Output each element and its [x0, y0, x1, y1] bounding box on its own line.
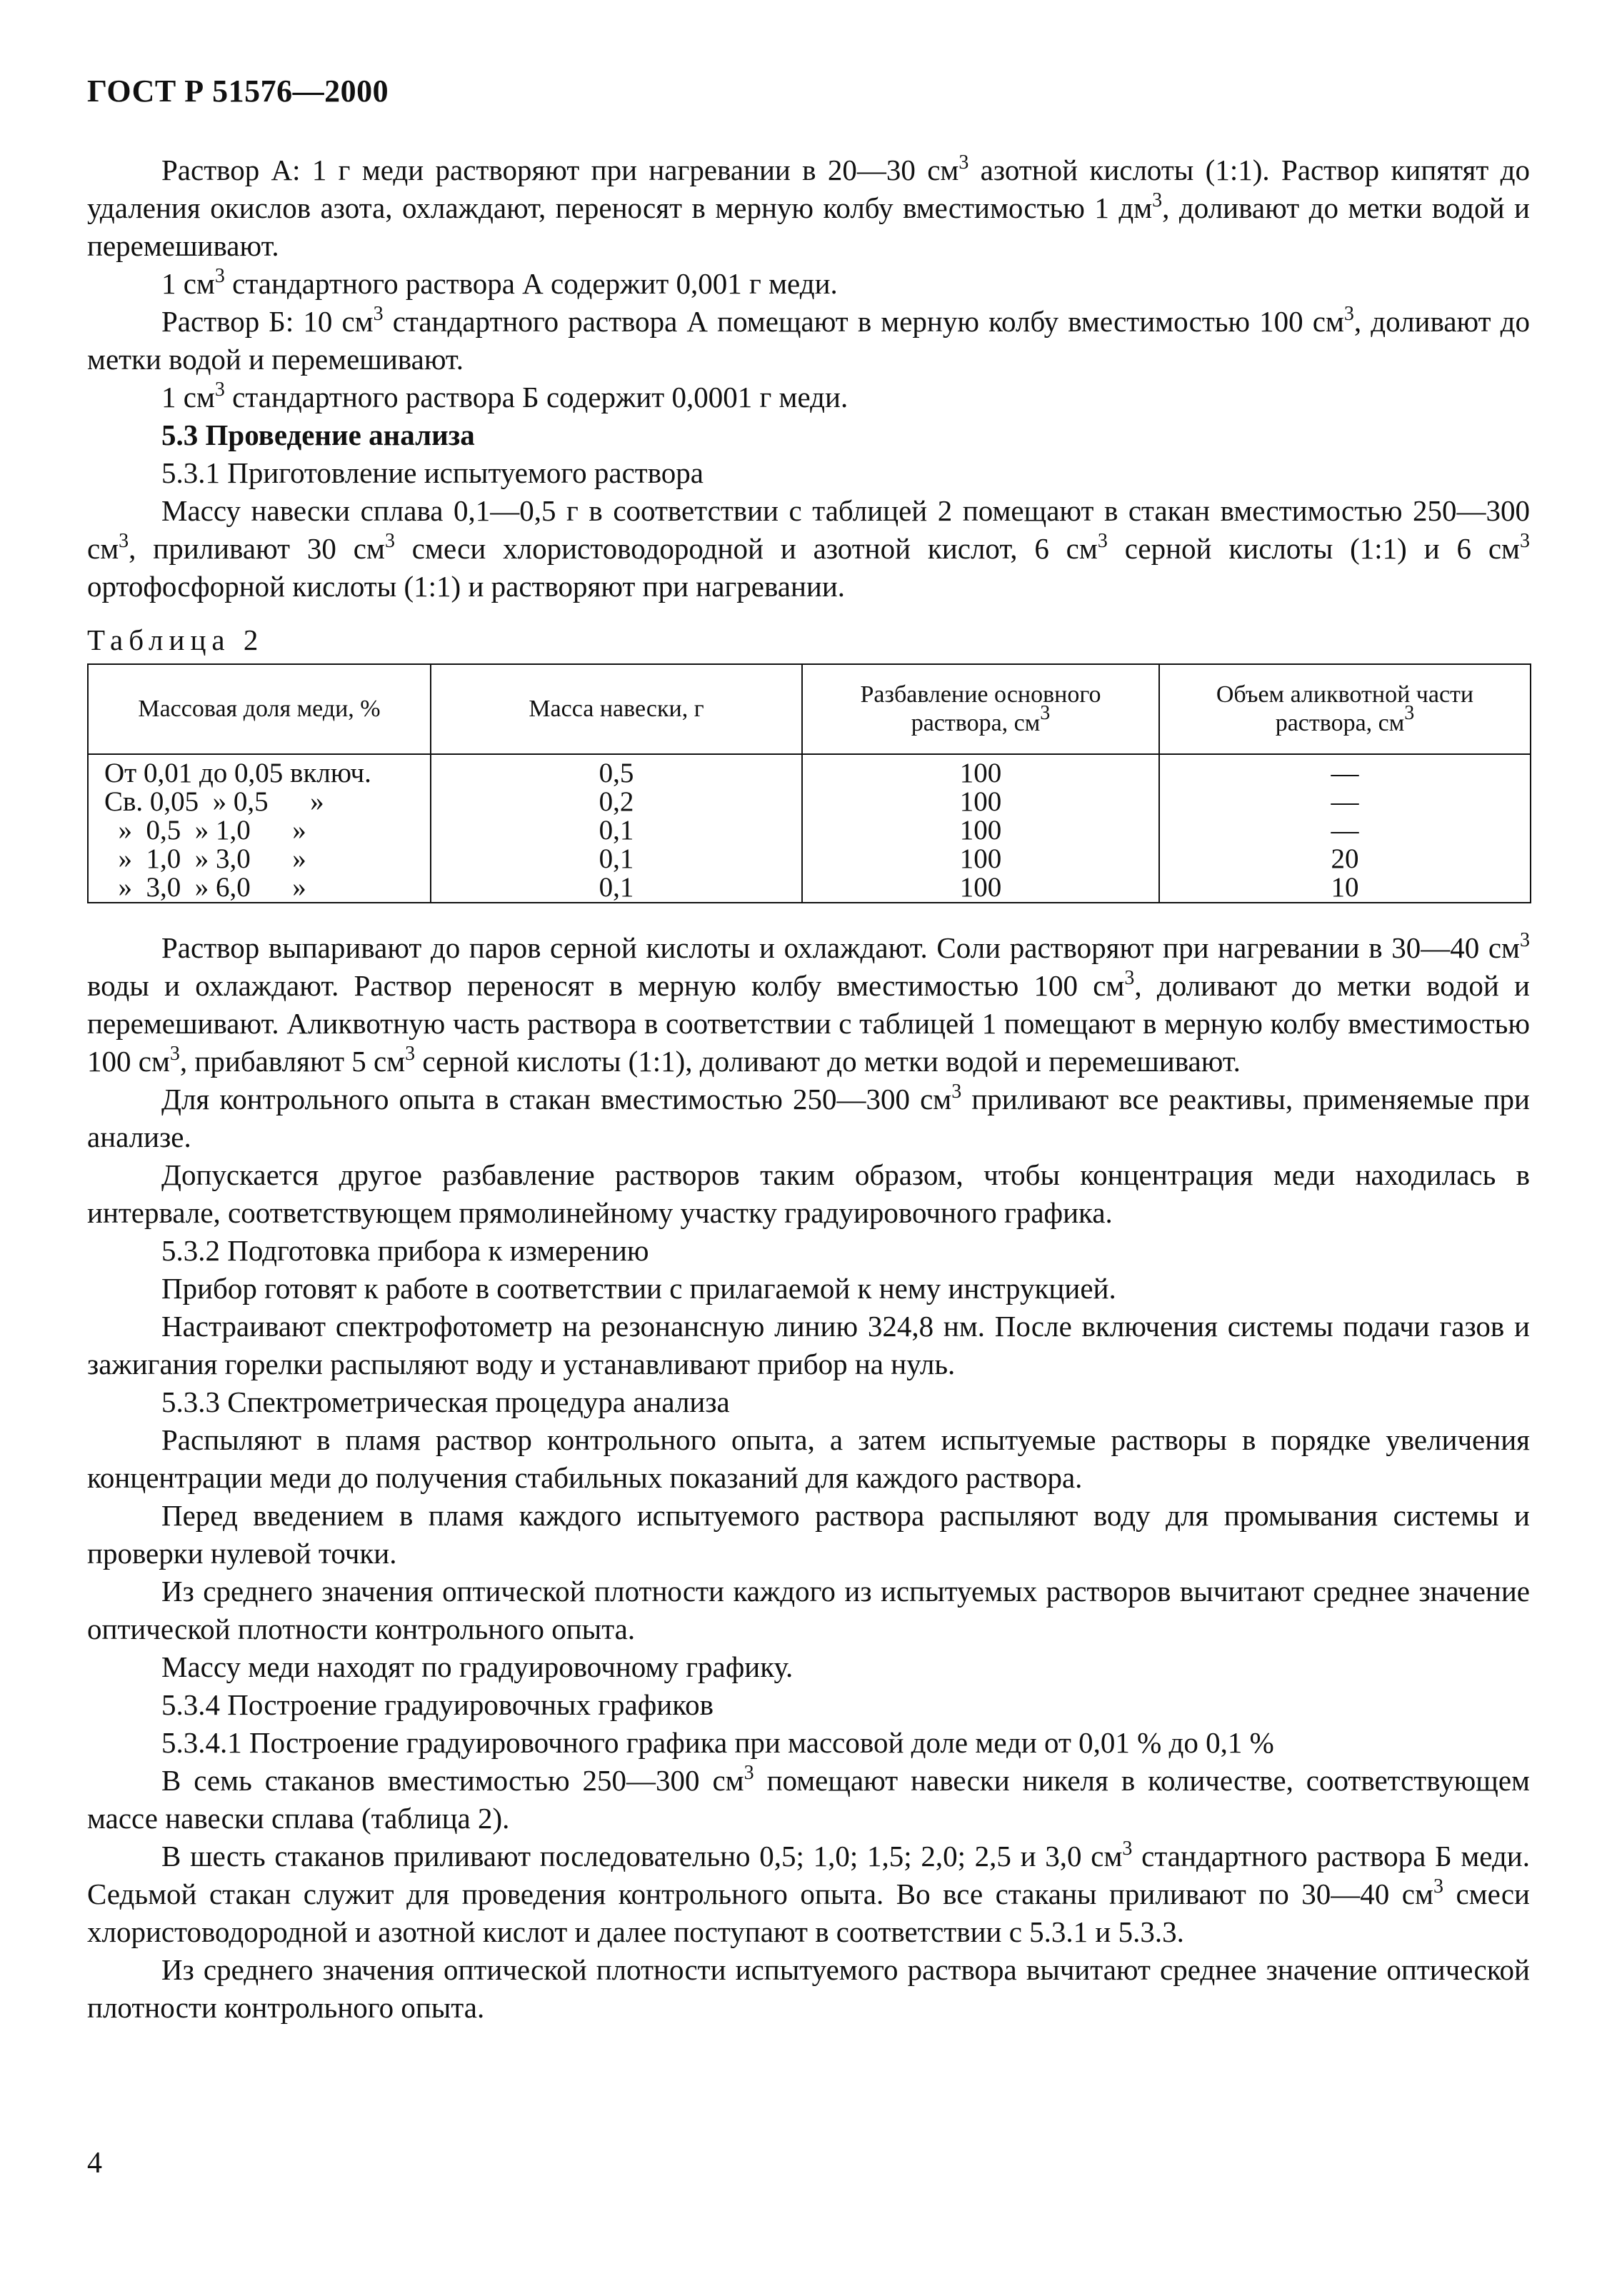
- table-cell: 0,2: [431, 788, 802, 816]
- document-body: [87, 151, 1530, 2027]
- paragraph: Массу меди находят по градуировочному графику.: [161, 1650, 794, 1683]
- table-header-cell: Объем аликвотной части раствора, $см^3$: [1159, 664, 1531, 754]
- table-cell: 10: [1159, 873, 1531, 903]
- table-cell: 100: [802, 788, 1159, 816]
- paragraph: Допускается другое разбавление растворов таким образом, чтобы концентрация меди находилась в интервале, соответствующем прямолинейному участку градуировочного графика.: [87, 1158, 1530, 1229]
- paragraph: Перед введением в пламя каждого испытуемого раствора распыляют воду для промывания системы и проверки нулевой точки.: [87, 1499, 1530, 1570]
- table-caption: Таблица 2: [87, 623, 264, 656]
- subsection-heading: 5.3.1 Приготовление испытуемого раствора: [161, 456, 704, 489]
- paragraph: Настраивают спектрофотометр на резонансную линию 324,8 нм. После включения системы подачи газов и зажигания горелки распыляют воду и устанавливают прибор на нуль.: [87, 1310, 1530, 1380]
- table-cell: » 3,0 » 6,0 »: [88, 873, 431, 903]
- paragraph: В шесть стаканов приливают последовательно 0,5; 1,0; 1,5; 2,0; 2,5 и 3,0 $см^3$ стандартного раствора Б меди. Седьмой стакан служит для проведения контрольного опыта. Во все стаканы приливают по 30—40 $см^3$ смеси хлористоводородной и азотной кислот и далее поступают в соответствии с 5.3.1 и 5.3.3.: [87, 1838, 1530, 1948]
- paragraph: Массу навески сплава 0,1—0,5 г в соответствии с таблицей 2 помещают в стакан вместимостью 250—300 $см^3$, приливают 30 $см^3$ смеси хлористоводородной и азотной кислот, 6 $см^3$ серной кислоты (1:1) и 6 $см^3$ ортофосфорной кислоты (1:1) и растворяют при нагревании.: [87, 494, 1530, 603]
- table-cell: 0,1: [431, 816, 802, 845]
- table-cell: —: [1159, 788, 1531, 816]
- subsection-heading: 5.3.4.1 Построение градуировочного графика при массовой доле меди от 0,01 % до 0,1 %: [161, 1726, 1274, 1759]
- table-header-cell: Разбавление основного раствора, $см^3$: [802, 664, 1159, 754]
- table-cell: —: [1159, 816, 1531, 845]
- table-cell: 0,5: [431, 754, 802, 788]
- table-cell: 0,1: [431, 873, 802, 903]
- table-row: [88, 788, 1531, 816]
- section-heading: 5.3 Проведение анализа: [161, 418, 475, 451]
- subsection-heading: 5.3.3 Спектрометрическая процедура анализа: [161, 1385, 730, 1418]
- table-cell: Св. 0,05 » 0,5 »: [88, 788, 431, 816]
- document-header: ГОСТ Р 51576—2000: [87, 74, 389, 109]
- table-cell: 100: [802, 873, 1159, 903]
- paragraph: 1 $см^3$ стандартного раствора А содержит 0,001 г меди.: [161, 265, 838, 300]
- paragraph: Для контрольного опыта в стакан вместимостью 250—300 $см^3$ приливают все реактивы, применяемые при анализе.: [87, 1081, 1530, 1153]
- table-cell: 20: [1159, 845, 1531, 873]
- table-cell: » 1,0 » 3,0 »: [88, 845, 431, 873]
- table-cell: » 0,5 » 1,0 »: [88, 816, 431, 845]
- subsection-heading: 5.3.2 Подготовка прибора к измерению: [161, 1234, 649, 1267]
- paragraph: Раствор Б: 10 $см^3$ стандартного раствора А помещают в мерную колбу вместимостью 100 $см^3$, доливают до метки водой и перемешивают.: [87, 303, 1530, 376]
- paragraph: Раствор А: 1 г меди растворяют при нагревании в 20—30 $см^3$ азотной кислоты (1:1). Раствор кипятят до удаления окислов азота, охлаждают, переносят в мерную колбу вместимостью 1 $дм^3$, доливают до метки водой и перемешивают.: [87, 151, 1530, 262]
- page-number: 4: [87, 2147, 102, 2180]
- table-header-row: [88, 664, 1531, 754]
- paragraph: Раствор выпаривают до паров серной кислоты и охлаждают. Соли растворяют при нагревании в 30—40 $см^3$ воды и охлаждают. Раствор переносят в мерную колбу вместимостью 100 $см^3$, доливают до метки водой и перемешивают. Аликвотную часть раствора в соответствии с таблицей 1 помещают в мерную колбу вместимостью 100 $см^3$, прибавляют 5 $см^3$ серной кислоты (1:1), доливают до метки водой и перемешивают.: [87, 929, 1530, 1078]
- table-cell: 0,1: [431, 845, 802, 873]
- table-row: [88, 873, 1531, 903]
- table-cell: От 0,01 до 0,05 включ.: [88, 754, 431, 788]
- table-2: [87, 663, 1531, 903]
- paragraph: Распыляют в пламя раствор контрольного опыта, а затем испытуемые растворы в порядке увеличения концентрации меди до получения стабильных показаний для каждого раствора.: [87, 1423, 1530, 1494]
- table-header-cell: Массовая доля меди, %: [88, 664, 431, 754]
- paragraph: В семь стаканов вместимостью 250—300 $см^3$ помещают навески никеля в количестве, соответствующем массе навески сплава (таблица 2).: [87, 1762, 1530, 1835]
- subsection-heading: 5.3.4 Построение градуировочных графиков: [161, 1688, 714, 1721]
- table-header-cell: Масса навески, г: [431, 664, 802, 754]
- paragraph: Из среднего значения оптической плотности испытуемого раствора вычитают среднее значение оптической плотности контрольного опыта.: [87, 1953, 1530, 2024]
- table-cell: 100: [802, 845, 1159, 873]
- table-row: [88, 754, 1531, 788]
- table-row: [88, 816, 1531, 845]
- paragraph: Прибор готовят к работе в соответствии с прилагаемой к нему инструкцией.: [161, 1272, 1116, 1305]
- paragraph: Из среднего значения оптической плотности каждого из испытуемых растворов вычитают среднее значение оптической плотности контрольного опыта.: [87, 1575, 1530, 1645]
- table-cell: —: [1159, 754, 1531, 788]
- table-row: [88, 845, 1531, 873]
- paragraph: 1 $см^3$ стандартного раствора Б содержит 0,0001 г меди.: [161, 379, 848, 413]
- table-cell: 100: [802, 754, 1159, 788]
- table-cell: 100: [802, 816, 1159, 845]
